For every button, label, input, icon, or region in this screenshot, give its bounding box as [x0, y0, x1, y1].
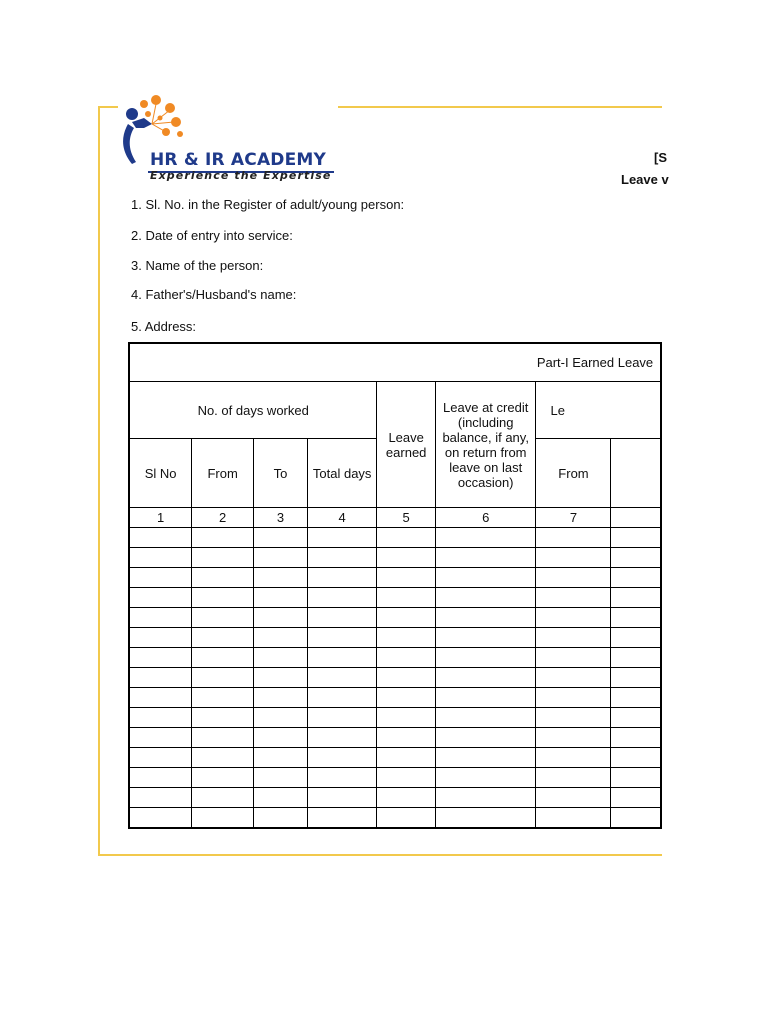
table-cell[interactable] — [536, 808, 611, 829]
group-days-worked: No. of days worked — [129, 382, 377, 439]
table-row — [129, 688, 661, 708]
table-cell[interactable] — [254, 628, 308, 648]
table-cell[interactable] — [377, 528, 435, 548]
table-cell[interactable] — [192, 628, 254, 648]
table-cell[interactable] — [129, 808, 192, 829]
col-number: 6 — [435, 508, 536, 528]
table-cell[interactable] — [192, 588, 254, 608]
table-cell[interactable] — [307, 788, 377, 808]
table-cell[interactable] — [611, 628, 661, 648]
form-number-fragment: [S — [654, 150, 667, 165]
table-cell[interactable] — [611, 568, 661, 588]
part-title: Part-I Earned Leave — [536, 355, 654, 370]
table-cell[interactable] — [192, 748, 254, 768]
table-cell[interactable] — [611, 688, 661, 708]
table-row — [129, 808, 661, 829]
table-cell[interactable] — [435, 748, 536, 768]
table-cell[interactable] — [435, 528, 536, 548]
col-sl-no: Sl No — [129, 439, 192, 508]
table-cell[interactable] — [254, 668, 308, 688]
group-header-row — [129, 382, 661, 439]
table-cell[interactable] — [307, 528, 377, 548]
col-from: From — [192, 439, 254, 508]
table-cell[interactable] — [254, 708, 308, 728]
table-cell[interactable] — [307, 568, 377, 588]
table-cell[interactable] — [435, 728, 536, 748]
table-cell[interactable] — [129, 588, 192, 608]
table-cell[interactable] — [377, 588, 435, 608]
table-cell[interactable] — [611, 708, 661, 728]
col-leave-earned: Leave earned — [377, 382, 435, 508]
table-cell[interactable] — [536, 548, 611, 568]
table-cell[interactable] — [611, 808, 661, 829]
table-row — [129, 708, 661, 728]
table-cell[interactable] — [254, 748, 308, 768]
table-cell[interactable] — [192, 668, 254, 688]
table-cell[interactable] — [377, 628, 435, 648]
table-cell[interactable] — [192, 728, 254, 748]
col-to: To — [254, 439, 308, 508]
table-cell[interactable] — [377, 548, 435, 568]
table-cell[interactable] — [307, 688, 377, 708]
table-cell[interactable] — [192, 688, 254, 708]
table-cell[interactable] — [536, 768, 611, 788]
table-cell[interactable] — [536, 748, 611, 768]
table-cell[interactable] — [536, 608, 611, 628]
table-cell[interactable] — [536, 528, 611, 548]
table-row — [129, 668, 661, 688]
table-cell[interactable] — [307, 768, 377, 788]
table-cell[interactable] — [192, 708, 254, 728]
table-cell[interactable] — [536, 728, 611, 748]
table-cell[interactable] — [435, 588, 536, 608]
table-cell[interactable] — [611, 728, 661, 748]
table-cell[interactable] — [435, 628, 536, 648]
table-cell[interactable] — [192, 528, 254, 548]
col-number-empty — [611, 508, 661, 528]
table-cell[interactable] — [536, 788, 611, 808]
table-cell[interactable] — [254, 768, 308, 788]
column-number-row — [129, 508, 661, 528]
table-cell[interactable] — [129, 708, 192, 728]
table-cell[interactable] — [536, 648, 611, 668]
part-title-row — [129, 343, 661, 382]
table-cell[interactable] — [536, 668, 611, 688]
table-cell[interactable] — [129, 768, 192, 788]
table-cell[interactable] — [377, 808, 435, 829]
group-leave-taken-fragment: Le — [536, 382, 661, 439]
table-cell[interactable] — [611, 788, 661, 808]
table-cell[interactable] — [129, 668, 192, 688]
table-cell[interactable] — [377, 728, 435, 748]
table-cell[interactable] — [129, 688, 192, 708]
table-cell[interactable] — [307, 728, 377, 748]
table-cell[interactable] — [435, 768, 536, 788]
table-row — [129, 728, 661, 748]
table-cell[interactable] — [536, 588, 611, 608]
table-cell[interactable] — [307, 588, 377, 608]
table-cell[interactable] — [377, 688, 435, 708]
table-cell[interactable] — [435, 788, 536, 808]
col-number: 2 — [192, 508, 254, 528]
table-row — [129, 748, 661, 768]
brand-name: HR & IR ACADEMY — [150, 150, 327, 170]
table-cell[interactable] — [254, 788, 308, 808]
table-cell[interactable] — [129, 628, 192, 648]
table-cell[interactable] — [611, 588, 661, 608]
table-cell[interactable] — [435, 608, 536, 628]
col-leave-credit: Leave at credit (including balance, if any, on return from leave on last occasion) — [435, 382, 536, 508]
col-number: 3 — [254, 508, 308, 528]
field-date-of-entry: 2. Date of entry into service: — [131, 228, 293, 243]
table-cell[interactable] — [611, 528, 661, 548]
table-row — [129, 768, 661, 788]
field-address: 5. Address: — [131, 319, 197, 334]
table-cell[interactable] — [129, 748, 192, 768]
table-cell[interactable] — [611, 748, 661, 768]
table-cell[interactable] — [611, 648, 661, 668]
table-cell[interactable] — [377, 768, 435, 788]
table-cell[interactable] — [536, 628, 611, 648]
table-cell[interactable] — [129, 548, 192, 568]
table-cell[interactable] — [129, 728, 192, 748]
table-cell[interactable] — [377, 608, 435, 628]
table-cell[interactable] — [611, 548, 661, 568]
table-cell[interactable] — [254, 728, 308, 748]
table-cell[interactable] — [192, 768, 254, 788]
table-cell[interactable] — [435, 548, 536, 568]
table-cell[interactable] — [307, 608, 377, 628]
table-cell[interactable] — [254, 688, 308, 708]
table-row — [129, 548, 661, 568]
col-number: 5 — [377, 508, 435, 528]
table-cell[interactable] — [307, 668, 377, 688]
brand-tagline: Experience the Expertise — [150, 169, 332, 182]
table-cell[interactable] — [611, 668, 661, 688]
table-cell[interactable] — [377, 668, 435, 688]
table-cell[interactable] — [129, 608, 192, 628]
col-number: 7 — [536, 508, 611, 528]
table-row — [129, 588, 661, 608]
table-cell[interactable] — [307, 808, 377, 829]
table-cell[interactable] — [377, 648, 435, 668]
table-cell[interactable] — [611, 608, 661, 628]
table-row — [129, 568, 661, 588]
table-cell[interactable] — [435, 708, 536, 728]
col-leave-from: From — [536, 439, 611, 508]
table-cell[interactable] — [435, 808, 536, 829]
table-cell[interactable] — [254, 588, 308, 608]
table-row — [129, 788, 661, 808]
table-cell[interactable] — [377, 568, 435, 588]
table-cell[interactable] — [307, 708, 377, 728]
col-leave-to-empty — [611, 439, 661, 508]
table-cell[interactable] — [307, 548, 377, 568]
table-cell[interactable] — [192, 808, 254, 829]
table-cell[interactable] — [536, 688, 611, 708]
table-cell[interactable] — [129, 568, 192, 588]
table-cell[interactable] — [377, 708, 435, 728]
table-cell[interactable] — [377, 748, 435, 768]
table-cell[interactable] — [536, 708, 611, 728]
table-cell[interactable] — [192, 608, 254, 628]
col-total-days: Total days — [307, 439, 377, 508]
table-cell[interactable] — [192, 788, 254, 808]
table-cell[interactable] — [129, 528, 192, 548]
table-cell[interactable] — [192, 648, 254, 668]
table-cell[interactable] — [435, 668, 536, 688]
table-cell[interactable] — [254, 648, 308, 668]
table-cell[interactable] — [435, 568, 536, 588]
table-cell[interactable] — [254, 808, 308, 829]
table-cell[interactable] — [611, 768, 661, 788]
table-cell[interactable] — [307, 648, 377, 668]
col-number: 1 — [129, 508, 192, 528]
table-cell[interactable] — [254, 568, 308, 588]
table-cell[interactable] — [192, 568, 254, 588]
table-row — [129, 648, 661, 668]
table-cell[interactable] — [307, 628, 377, 648]
field-father-husband-name: 4. Father's/Husband's name: — [131, 287, 297, 302]
table-cell[interactable] — [435, 648, 536, 668]
table-cell[interactable] — [192, 548, 254, 568]
table-cell[interactable] — [254, 548, 308, 568]
table-row — [129, 608, 661, 628]
table-cell[interactable] — [377, 788, 435, 808]
col-number: 4 — [307, 508, 377, 528]
table-cell[interactable] — [254, 528, 308, 548]
table-cell[interactable] — [435, 688, 536, 708]
earned-leave-table — [128, 342, 662, 829]
field-person-name: 3. Name of the person: — [131, 258, 264, 273]
table-row — [129, 528, 661, 548]
table-cell[interactable] — [129, 788, 192, 808]
blank-entry-rows — [129, 528, 661, 829]
part-title-cell — [129, 343, 661, 382]
table-cell[interactable] — [307, 748, 377, 768]
form-title-fragment: Leave v — [621, 172, 669, 187]
table-cell[interactable] — [129, 648, 192, 668]
field-register-sl-no: 1. Sl. No. in the Register of adult/young person: — [131, 197, 405, 212]
table-cell[interactable] — [536, 568, 611, 588]
table-cell[interactable] — [254, 608, 308, 628]
table-row — [129, 628, 661, 648]
